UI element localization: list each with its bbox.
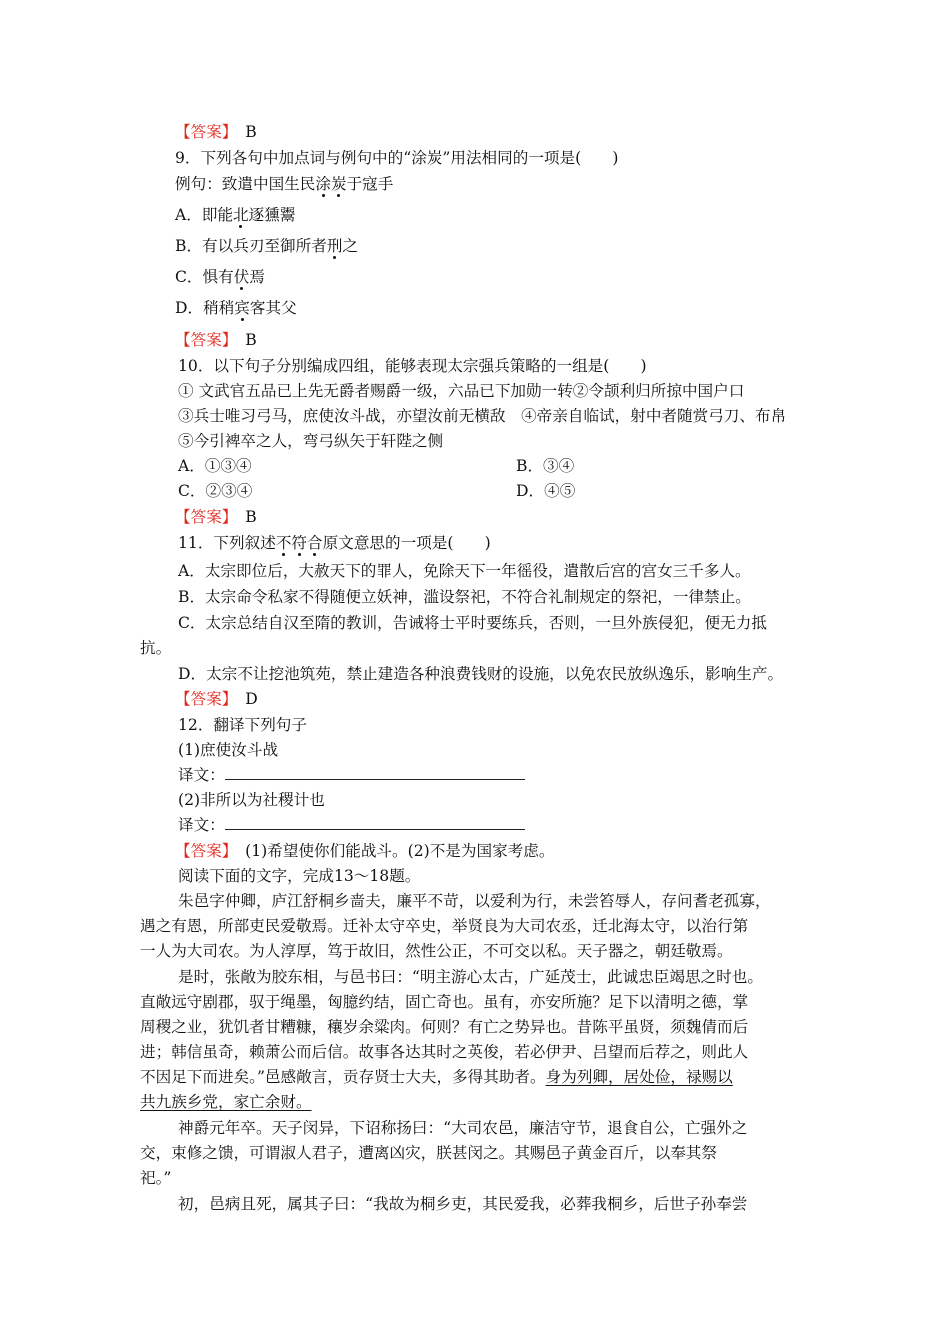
underlined-sentence: 身为列卿，居处俭，禄赐以 xyxy=(545,1068,733,1086)
text: 11．下列叙述 xyxy=(178,534,276,552)
answer-label: 【答案】 xyxy=(175,331,230,349)
passage-p1-line: 朱邑字仲卿，庐江舒桐乡啬夫，廉平不苛，以爱利为行，未尝笞辱人，存问耆老孤寡， xyxy=(178,892,771,910)
q9-option-d xyxy=(175,298,297,318)
answer-line-prev xyxy=(175,122,257,142)
q11-option-c-cont: 抗。 xyxy=(140,639,172,657)
text: 于寇手 xyxy=(346,175,394,193)
dotted-char: 刑 xyxy=(326,237,343,255)
q10-line2: ③兵士唯习弓马，庶使汝斗战，亦望汝前无横敌 ④帝亲自临试，射中者随赏弓刀、布帛 xyxy=(178,407,787,425)
answer-value: (1)希望使你们能战斗。(2)不是为国家考虑。 xyxy=(229,842,555,860)
text: 不因足下而进矣。”邑感敞言，贡存贤士大夫，多得其助者。 xyxy=(140,1068,546,1086)
passage-intro: 阅读下面的文字，完成13～18题。 xyxy=(178,867,421,885)
q12-translation-1 xyxy=(178,765,525,785)
passage-p2-line: 是时，张敞为胶东相，与邑书曰：“明主游心太古，广延茂士，此诚忠臣竭思之时也。 xyxy=(178,968,763,986)
dotted-char: 合 xyxy=(307,534,323,552)
q12-stem: 12．翻译下列句子 xyxy=(178,716,307,734)
passage-p2-line xyxy=(140,1092,312,1112)
q11-stem xyxy=(178,533,491,553)
text: D．稍稍 xyxy=(175,299,235,317)
dotted-char: 符 xyxy=(291,534,308,552)
passage-p3-line: 神爵元年卒。天子闵异，下诏称扬曰：“大司农邑，廉洁守节，退食自公，亡强外之 xyxy=(178,1119,748,1137)
passage-p1-line: 遇之有恩，所部吏民爱敬焉。迁补太守卒史，举贤良为大司农丞，迁北海太守，以治行第 xyxy=(140,917,749,935)
q12-answer xyxy=(175,841,554,861)
passage-p1-line: 一人为大司农。为人淳厚，笃于故旧，然性公正，不可交以私。天子器之，朝廷敬焉。 xyxy=(140,942,733,960)
q10-line1: ① 文武官五品已上先无爵者赐爵一级，六品已下加勋一转②令颉利归所掠中国户口 xyxy=(178,382,745,400)
dotted-char: 宾 xyxy=(234,299,250,317)
q11-option-d: D．太宗不让挖池筑苑，禁止建造各种浪费钱财的设施，以免农民放纵逸乐，影响生产。 xyxy=(178,665,784,683)
q10-stem: 10．以下句子分别编成四组，能够表现太宗强兵策略的一组是( ) xyxy=(178,357,647,375)
answer-value: D xyxy=(245,690,258,708)
text: 逐獯鬻 xyxy=(248,206,296,224)
dotted-char: 炭 xyxy=(330,175,347,193)
q9-example xyxy=(175,174,393,194)
q10-answer xyxy=(175,507,257,527)
translation-label: 译文： xyxy=(178,766,225,784)
underlined-sentence: 共九族乡党，家亡余财。 xyxy=(140,1093,312,1111)
q12-translation-2 xyxy=(178,815,525,835)
answer-label: 【答案】 xyxy=(175,690,230,708)
q10-option-b: B．③④ xyxy=(516,457,575,475)
text: 客其父 xyxy=(249,299,297,317)
translation-blank[interactable] xyxy=(225,765,525,780)
answer-value: B xyxy=(245,123,257,141)
q10-line3: ⑤今引裨卒之人，弯弓纵矢于轩陛之侧 xyxy=(178,432,444,450)
passage-p2-line xyxy=(140,1067,733,1087)
answer-label: 【答案】 xyxy=(175,842,230,860)
passage-p2-line: 进；韩信虽奇，赖萧公而后信。故事各达其时之英俊，若必伊尹、吕望而后荐之，则此人 xyxy=(140,1043,749,1061)
q10-option-c: C．②③④ xyxy=(178,482,253,500)
q10-option-d: D．④⑤ xyxy=(516,482,576,500)
answer-value: B xyxy=(245,331,257,349)
q12-sentence-1: (1)庶使汝斗战 xyxy=(178,741,279,759)
text: C．惧有 xyxy=(175,268,234,286)
passage-p3-line: 交，束修之馈，可谓淑人君子，遭离凶灾，朕甚闵之。其赐邑子黄金百斤，以奉其祭 xyxy=(140,1144,717,1162)
text: 之 xyxy=(342,237,359,255)
q11-option-a: A．太宗即位后，大赦天下的罪人，免除天下一年徭役，遣散后宫的宫女三千多人。 xyxy=(178,562,751,580)
text: 焉 xyxy=(249,268,265,286)
text: 例句：致遣中国生民 xyxy=(175,175,316,193)
q9-answer xyxy=(175,330,257,350)
text: 原文意思的一项是( ) xyxy=(322,534,491,552)
dotted-char: 北 xyxy=(233,206,249,224)
q9-option-c xyxy=(175,267,265,287)
q10-option-a: A．①③④ xyxy=(178,457,252,475)
q10-options-ab xyxy=(178,456,252,476)
dotted-char: 伏 xyxy=(233,268,250,286)
q9-option-b xyxy=(175,236,358,256)
translation-label: 译文： xyxy=(178,816,225,834)
text: B．有以兵刃至御所者 xyxy=(175,237,327,255)
passage-p4-line: 初，邑病且死，属其子曰：“我故为桐乡吏，其民爱我，必葬我桐乡，后世子孙奉尝 xyxy=(178,1195,748,1213)
translation-blank[interactable] xyxy=(225,815,525,830)
q9-stem: 9．下列各句中加点词与例句中的“涂炭”用法相同的一项是( ) xyxy=(175,149,619,167)
passage-p2-line: 直敞远守剧郡，驭于绳墨，匈臆约结，固亡奇也。虽有，亦安所施？足下以清明之德，掌 xyxy=(140,993,749,1011)
q11-answer xyxy=(175,689,258,709)
q12-sentence-2: (2)非所以为社稷计也 xyxy=(178,791,325,809)
q11-option-b: B．太宗命令私家不得随便立妖神，滥设祭祀，不符合礼制规定的祭祀，一律禁止。 xyxy=(178,588,751,606)
text: A．即能 xyxy=(175,206,234,224)
dotted-char: 涂 xyxy=(315,175,331,193)
answer-value: B xyxy=(245,508,257,526)
passage-p2-line: 周稷之业，犹饥者甘糟糠，穰岁余粱肉。何则？有亡之势异也。昔陈平虽贤，须魏倩而后 xyxy=(140,1018,749,1036)
dotted-char: 不 xyxy=(275,534,292,552)
passage-p3-line: 祀。” xyxy=(140,1169,172,1187)
answer-label: 【答案】 xyxy=(175,123,230,141)
answer-label: 【答案】 xyxy=(175,508,230,526)
q11-option-c: C．太宗总结自汉至隋的教训，告诫将士平时要练兵，否则，一旦外族侵犯，便无力抵 xyxy=(178,614,767,632)
q9-option-a xyxy=(175,205,295,225)
